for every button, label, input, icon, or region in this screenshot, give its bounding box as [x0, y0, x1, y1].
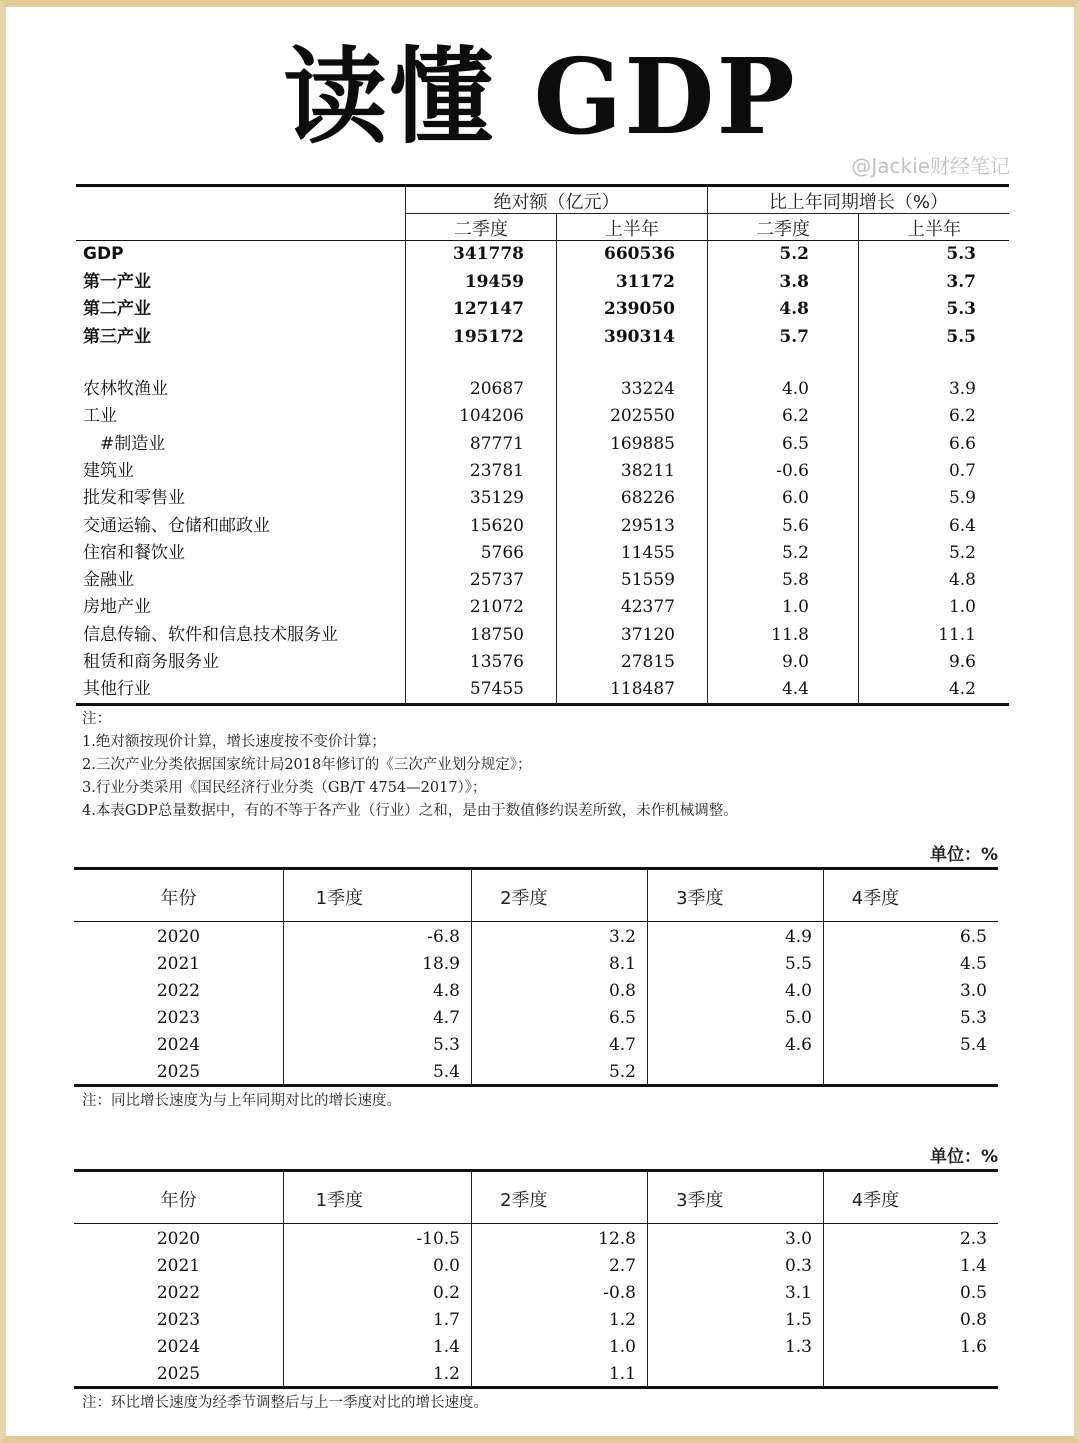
year-cell: 2021	[156, 1256, 201, 1276]
table-cell: 202550	[610, 406, 675, 427]
row-label: 第二产业	[83, 299, 151, 320]
column-header: 年份	[160, 1190, 197, 1211]
table-cell: 9.0	[781, 652, 809, 672]
table-cell: 1.2	[608, 1310, 636, 1330]
table-cell: 1.3	[784, 1337, 812, 1357]
qoq-quarterly-table	[74, 1142, 998, 1392]
table-row	[76, 622, 1009, 649]
table-cell: 38211	[620, 460, 675, 481]
table-rule	[74, 921, 998, 922]
table-row	[76, 649, 1009, 676]
year-cell: 2023	[156, 1310, 201, 1330]
table-cell: 5.2	[779, 244, 809, 264]
table-cell: 31172	[615, 271, 675, 292]
column-header: 2季度	[500, 888, 548, 909]
table-cell: 118487	[610, 679, 675, 700]
header-q2-amount: 二季度	[454, 219, 508, 240]
row-label: 信息传输、软件和信息技术服务业	[83, 624, 338, 645]
year-cell: 2025	[156, 1364, 201, 1384]
year-cell: 2022	[156, 1283, 201, 1303]
table-cell: 5.4	[959, 1035, 987, 1055]
table-row	[76, 403, 1009, 430]
year-cell: 2022	[156, 981, 201, 1001]
table-row	[74, 1280, 998, 1307]
table-row	[76, 567, 1009, 594]
table-cell: 87771	[469, 433, 524, 454]
table-cell: 33224	[620, 379, 675, 399]
table-row	[74, 1005, 998, 1032]
table-rule	[74, 867, 998, 870]
table-cell: 9.6	[948, 652, 976, 672]
table-cell: 12.8	[598, 1229, 636, 1249]
table-row	[76, 458, 1009, 485]
column-header: 4季度	[851, 888, 900, 909]
table-cell: 5.6	[781, 515, 809, 536]
table-row	[76, 376, 1009, 403]
row-label: 住宿和餐饮业	[83, 542, 185, 563]
table-cell: 5.2	[781, 542, 809, 563]
table-cell: 5.5	[946, 326, 976, 347]
table-cell: 6.4	[948, 515, 976, 536]
table-row	[74, 1059, 998, 1086]
unit-label: 单位：%	[929, 1147, 998, 1167]
table-cell: 1.2	[432, 1364, 460, 1384]
year-cell: 2020	[156, 927, 201, 947]
row-label: 工业	[83, 406, 117, 427]
table-cell: 1.4	[959, 1256, 987, 1276]
table-row	[74, 978, 998, 1005]
table-cell: 8.1	[608, 954, 636, 974]
table-row	[76, 676, 1009, 703]
table-cell: 0.2	[432, 1283, 460, 1303]
table-cell: 390314	[604, 326, 675, 347]
table-cell: 57455	[469, 679, 524, 700]
table-cell: 5.9	[948, 488, 976, 509]
row-label: 第三产业	[83, 326, 151, 347]
table-cell: 4.4	[781, 679, 809, 700]
table-cell: 4.9	[784, 927, 812, 947]
table-cell: 5.7	[779, 326, 809, 347]
table-cell: 1.4	[432, 1337, 460, 1357]
note-line: 1.绝对额按现价计算，增长速度按不变价计算；	[82, 734, 386, 750]
table-cell: 4.8	[779, 299, 809, 320]
qoq-note: 注：环比增长速度为经季节调整后与上一季度对比的增长速度。	[82, 1395, 488, 1411]
table-cell: 0.7	[948, 460, 976, 481]
table-cell: 25737	[469, 570, 524, 591]
table-cell: 5.3	[959, 1008, 987, 1028]
table-cell: 6.5	[608, 1008, 636, 1028]
table-cell: 11455	[620, 542, 675, 563]
table-cell: 5.5	[784, 954, 812, 974]
column-header: 1季度	[315, 888, 364, 909]
table-cell: 6.2	[781, 406, 809, 427]
table-rule	[74, 1223, 998, 1224]
header-absolute-amount: 绝对额（亿元）	[493, 192, 620, 213]
table-cell: -0.6	[776, 460, 809, 481]
row-label: 其他行业	[83, 679, 151, 700]
table-row	[76, 431, 1009, 458]
table-cell: 3.9	[948, 379, 976, 399]
table-cell: 5.3	[432, 1035, 460, 1055]
table-cell: 18.9	[422, 954, 460, 974]
header-h1-growth: 上半年	[907, 219, 961, 240]
note-line: 3.行业分类采用《国民经济行业分类（GB/T 4754—2017）》；	[82, 780, 487, 796]
table-cell: 2.3	[959, 1229, 987, 1249]
row-label: 租赁和商务服务业	[83, 652, 219, 672]
table-cell: 21072	[469, 597, 524, 618]
table-cell: 3.8	[779, 271, 809, 292]
table-row	[76, 513, 1009, 540]
table-cell: 18750	[469, 624, 524, 645]
table-cell: 0.3	[784, 1256, 812, 1276]
table-cell: 23781	[469, 460, 524, 481]
row-label: 建筑业	[83, 460, 134, 481]
table-row	[76, 241, 1009, 268]
table-cell: 3.7	[946, 271, 976, 292]
table-cell: 68226	[620, 488, 675, 509]
table-cell: 3.1	[784, 1283, 812, 1303]
table-cell: 4.8	[948, 570, 976, 591]
table-cell: 6.5	[959, 927, 987, 947]
table-cell: 195172	[453, 326, 524, 347]
table-row	[76, 324, 1009, 351]
column-header: 4季度	[851, 1190, 900, 1211]
table-cell: 104206	[459, 406, 524, 427]
table-cell: 660536	[604, 244, 675, 264]
table-row	[76, 269, 1009, 296]
table-cell: 2.7	[608, 1256, 636, 1276]
year-cell: 2023	[156, 1008, 201, 1028]
table-cell: 1.0	[948, 597, 976, 618]
table-cell: 4.0	[781, 379, 809, 399]
table-cell: 37120	[620, 624, 675, 645]
column-header: 年份	[160, 888, 197, 909]
table-cell: 5.0	[784, 1008, 812, 1028]
year-cell: 2020	[156, 1229, 201, 1249]
yoy-note: 注：同比增长速度为与上年同期对比的增长速度。	[82, 1093, 401, 1109]
table-cell: 4.8	[432, 981, 460, 1001]
unit-label: 单位：%	[929, 845, 998, 865]
table-cell: 169885	[610, 433, 675, 454]
header-q2-growth: 二季度	[756, 219, 810, 240]
row-label: 金融业	[83, 570, 134, 591]
table-row	[76, 485, 1009, 512]
table-row	[74, 1032, 998, 1059]
table-cell: 4.7	[432, 1008, 460, 1028]
row-label: 第一产业	[83, 271, 151, 292]
table-cell: 1.5	[784, 1310, 812, 1330]
table-row	[76, 296, 1009, 323]
watermark: @Jackie财经笔记	[851, 154, 1010, 178]
table-row	[74, 924, 998, 951]
header-h1-amount: 上半年	[605, 219, 659, 240]
table-cell: 5.2	[608, 1062, 636, 1082]
table-cell: 13576	[469, 652, 524, 672]
table-cell: 4.5	[959, 954, 987, 974]
table-row	[74, 951, 998, 978]
column-header: 2季度	[500, 1190, 548, 1211]
table-cell: 5.4	[432, 1062, 460, 1082]
note-line: 4.本表GDP总量数据中，有的不等于各产业（行业）之和，是由于数值修约误差所致，未作机械调整。	[82, 803, 738, 819]
table-cell: 3.0	[959, 981, 987, 1001]
table-cell: 239050	[604, 299, 675, 320]
note-line: 注：	[82, 711, 111, 727]
table-cell: 27815	[620, 652, 675, 672]
table-cell: -6.8	[427, 927, 460, 947]
table-cell: 5766	[480, 542, 524, 563]
table-cell: 6.2	[948, 406, 976, 427]
table-cell: 4.0	[784, 981, 812, 1001]
table-cell: 5.3	[946, 299, 976, 320]
table-row	[76, 540, 1009, 567]
table-cell: 42377	[620, 597, 675, 618]
table-notes	[82, 708, 738, 823]
column-header: 1季度	[315, 1190, 364, 1211]
table-cell: 4.6	[784, 1035, 812, 1055]
table-row	[74, 1334, 998, 1361]
table-bottom-rule	[76, 703, 1009, 706]
column-header: 3季度	[676, 888, 724, 909]
table-cell: 4.2	[948, 679, 976, 700]
table-cell: -10.5	[416, 1229, 460, 1249]
table-row	[74, 1361, 998, 1388]
table-cell: 29513	[620, 515, 675, 536]
table-row	[74, 1253, 998, 1280]
table-cell: 1.6	[959, 1337, 987, 1357]
row-label: 批发和零售业	[83, 488, 185, 509]
table-cell: 6.0	[781, 488, 809, 509]
row-label: GDP	[83, 244, 124, 264]
table-cell: 3.2	[608, 927, 636, 947]
column-header: 3季度	[676, 1190, 724, 1211]
table-cell: 11.8	[771, 624, 809, 645]
table-cell: 19459	[464, 271, 524, 292]
row-label: 农林牧渔业	[83, 379, 168, 399]
table-cell: 5.3	[946, 244, 976, 264]
note-line: 2.三次产业分类依据国家统计局2018年修订的《三次产业划分规定》；	[82, 757, 532, 773]
table-top-rule	[76, 184, 1009, 187]
table-cell: 0.5	[959, 1283, 987, 1303]
header-growth: 比上年同期增长（%）	[768, 192, 949, 213]
table-cell: 15620	[469, 515, 524, 536]
row-label: 房地产业	[83, 597, 151, 618]
table-cell: 0.8	[959, 1310, 987, 1330]
year-cell: 2024	[156, 1035, 201, 1055]
table-cell: 6.6	[948, 433, 976, 454]
table-cell: 341778	[453, 244, 524, 264]
table-cell: 6.5	[781, 433, 809, 454]
table-cell: 5.2	[948, 542, 976, 563]
table-rule	[74, 1169, 998, 1172]
row-label: 交通运输、仓储和邮政业	[83, 515, 270, 536]
table-cell: 20687	[469, 379, 524, 399]
table-cell: 35129	[469, 488, 524, 509]
table-cell: 0.0	[432, 1256, 460, 1276]
table-cell: 11.1	[938, 624, 976, 645]
table-cell: -0.8	[603, 1283, 636, 1303]
year-cell: 2025	[156, 1062, 201, 1082]
table-cell: 127147	[453, 299, 524, 320]
year-cell: 2021	[156, 954, 201, 974]
table-cell: 1.0	[608, 1337, 636, 1357]
page-title: 读懂 GDP	[283, 35, 797, 158]
table-row	[76, 594, 1009, 621]
table-cell: 51559	[620, 570, 675, 591]
table-cell: 4.7	[608, 1035, 636, 1055]
table-cell: 1.1	[608, 1364, 636, 1384]
year-cell: 2024	[156, 1337, 201, 1357]
row-label: #制造业	[100, 433, 166, 454]
table-cell: 5.8	[781, 570, 809, 591]
table-row	[74, 1307, 998, 1334]
yoy-quarterly-table	[74, 840, 998, 1090]
table-cell: 0.8	[608, 981, 636, 1001]
table-cell: 1.7	[432, 1310, 460, 1330]
table-cell: 1.0	[781, 597, 809, 618]
table-cell: 3.0	[784, 1229, 812, 1249]
table-row	[74, 1226, 998, 1253]
